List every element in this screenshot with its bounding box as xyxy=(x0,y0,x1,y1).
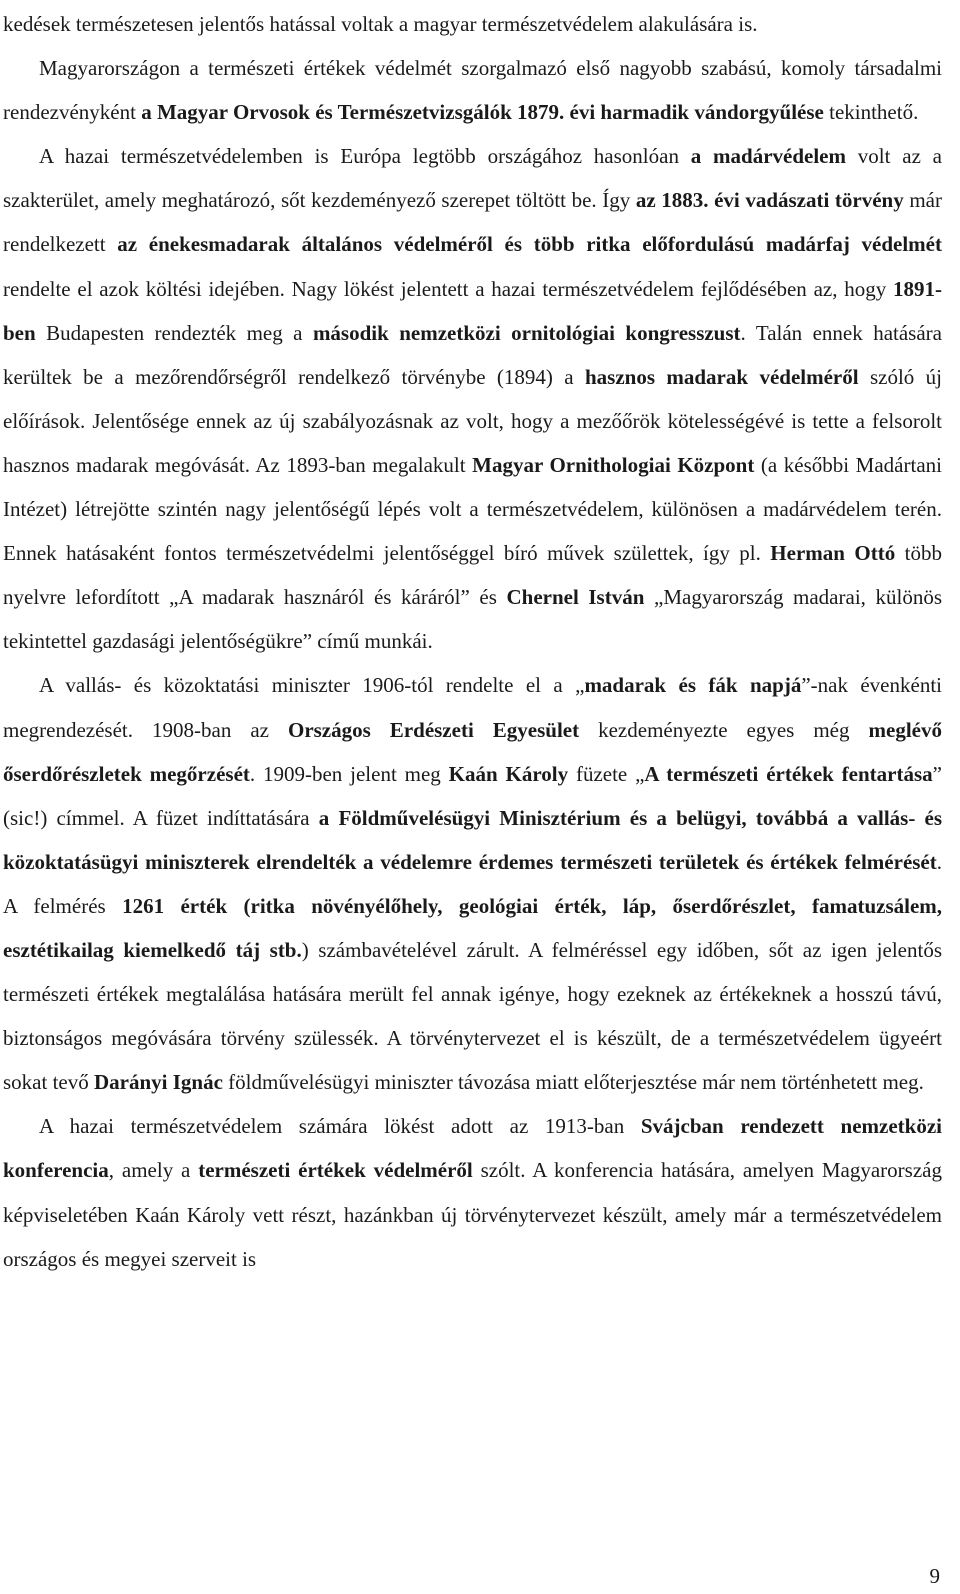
text-run: több nyelvre lefordított „A madarak hasznáról és káráról” és xyxy=(3,541,942,610)
text-run: A vallás- és közoktatási miniszter 1906-tól rendelte el a „ xyxy=(39,673,585,698)
bold-text: A természeti értékek fentartása xyxy=(644,761,933,786)
text-run: ” (sic!) címmel. A füzet indíttatására xyxy=(3,761,942,830)
paragraph xyxy=(3,134,942,663)
bold-text: a Magyar Orvosok és Természetvizsgálók 1879. évi harmadik vándorgyűlése xyxy=(141,100,824,125)
text-run: ”-nak évenkénti megrendezését. 1908-ban az xyxy=(3,673,942,742)
bold-text: természeti értékek védelméről xyxy=(198,1158,473,1183)
text-run: , amely a xyxy=(108,1158,199,1183)
text-run: . A felmérés xyxy=(3,849,942,918)
bold-text: Herman Ottó xyxy=(770,541,896,566)
bold-text: az énekesmadarak általános védelméről és több ritka előfordulású madárfaj védelmét xyxy=(117,232,942,257)
bold-text: Magyar Ornithologiai Központ xyxy=(472,452,755,477)
text-run: A hazai természetvédelem számára lökést adott az 1913-ban xyxy=(39,1114,641,1139)
paragraph xyxy=(3,663,942,1104)
bold-text: 1891-ben xyxy=(3,276,942,345)
bold-text: második nemzetközi ornitológiai kongresszust xyxy=(312,320,741,345)
text-run: volt az a szakterület, amely meghatározó, sőt kezdeményező szerepet töltött be. Így xyxy=(3,144,942,213)
text-run: . 1909-ben jelent meg xyxy=(249,761,449,786)
bold-text: madarak és fák napjá xyxy=(584,673,802,698)
text-run: kezdeményezte egyes még xyxy=(579,717,869,742)
bold-text: Országos Erdészeti Egyesület xyxy=(287,717,580,742)
text-run: Budapesten rendezték meg a xyxy=(35,320,313,345)
text-run: rendelte el azok költési idejében. Nagy lökést jelentett a hazai természetvédelem fejlődésében az, hogy xyxy=(3,276,893,301)
bold-text: Chernel István xyxy=(506,585,645,610)
text-run: szóló új előírások. Jelentősége ennek az új szabályozásnak az volt, hogy a mezőőrök kötelességévé is tette a felsorolt hasznos madarak megóvását. Az 1893-ban megalakult xyxy=(3,364,943,477)
paragraph xyxy=(3,1104,942,1280)
paragraph xyxy=(3,2,942,46)
text-run: füzete „ xyxy=(568,761,645,786)
bold-text: a madárvédelem xyxy=(690,144,846,169)
bold-text: az 1883. évi vadászati törvény xyxy=(635,188,904,213)
text-run: szólt. A konferencia hatására, amelyen Magyarország képviseletében Kaán Károly vett részt, hazánkban új törvénytervezet készült, amely már a természetvédelem országos és megyei szerveit is xyxy=(3,1158,942,1271)
page-number: 9 xyxy=(929,1564,940,1588)
text-run: A hazai természetvédelemben is Európa legtöbb országához hasonlóan xyxy=(39,144,691,169)
text-run: tekinthető. xyxy=(823,100,919,125)
text-run: már rendelkezett xyxy=(3,188,942,257)
bold-text: Svájcban rendezett nemzetközi konferencia xyxy=(3,1114,942,1183)
text-run: ) számbavételével zárult. A felméréssel egy időben, sőt az igen jelentős természeti értékek megtalálása hatására merült fel annak igénye, hogy ezeknek az értékeknek a hosszú távú, biztonságos megóvására törvény szülessék. A törvénytervezet el is készült, de a természetvédelem ügyeért sokat tevő xyxy=(3,937,943,1095)
bold-text: Kaán Károly xyxy=(448,761,569,786)
text-run: (a későbbi Madártani Intézet) létrejötte szintén nagy jelentőségű lépés volt a természetvédelem, különösen a madárvédelem terén. Ennek hatásaként fontos természetvédelmi jelentőséggel bíró művek születtek, így pl. xyxy=(3,452,942,566)
paragraph xyxy=(3,46,942,134)
bold-text: 1261 érték (ritka növényélőhely, geológiai érték, láp, őserdőrészlet, famatuzsálem, esztétikailag kiemelkedő táj stb. xyxy=(3,893,943,962)
text-run: . Talán ennek hatására kerültek be a mezőrendőrségről rendelkező törvénybe (1894) a xyxy=(3,320,942,389)
text-run: földművelésügyi miniszter távozása miatt előterjesztése már nem történhetett meg. xyxy=(222,1070,924,1095)
text-run: „Magyarország madarai, különös tekintettel gazdasági jelentőségükre” című munkái. xyxy=(3,585,942,654)
bold-text: Darányi Ignác xyxy=(93,1070,223,1095)
text-run: Magyarországon a természeti értékek védelmét szorgalmazó első nagyobb szabású, komoly társadalmi rendezvényként xyxy=(3,56,942,125)
text-run: kedések természetesen jelentős hatással voltak a magyar természetvédelem alakulására is. xyxy=(3,12,758,36)
bold-text: a Földművelésügyi Minisztérium és a belügyi, továbbá a vallás- és közoktatásügyi miniszterek elrendelték a védelemre érdemes természeti területek és értékek felmérését xyxy=(3,805,943,874)
document-body xyxy=(3,2,942,1281)
bold-text: meglévő őserdőrészletek megőrzését xyxy=(3,717,942,786)
bold-text: hasznos madarak védelméről xyxy=(584,364,859,389)
